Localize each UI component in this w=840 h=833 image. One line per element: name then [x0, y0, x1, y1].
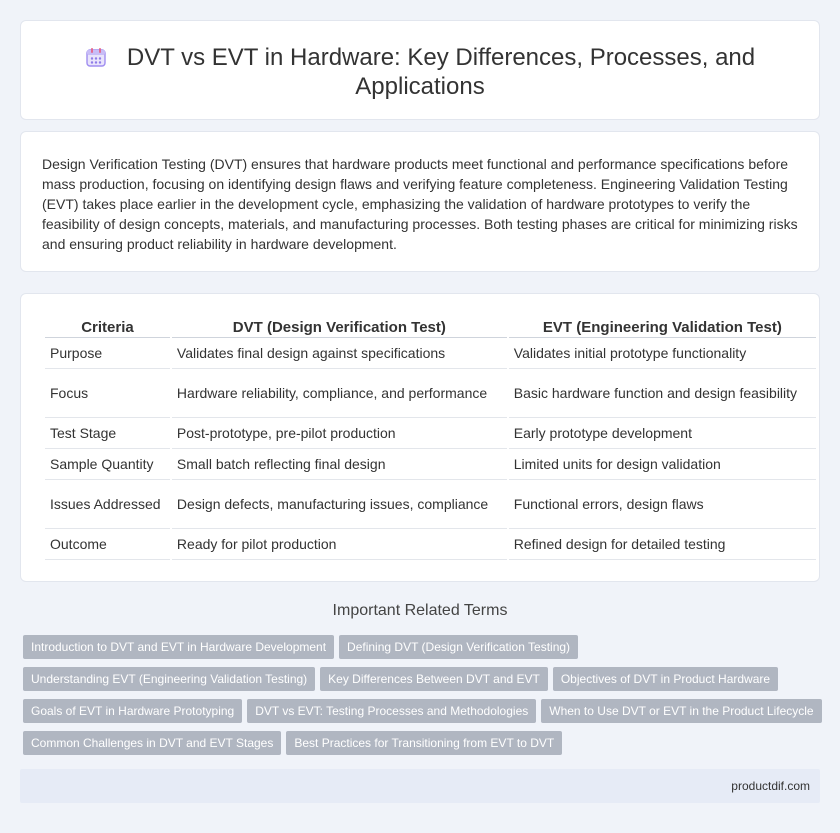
tag-row — [23, 731, 823, 763]
title-card — [20, 20, 820, 120]
cell-criteria: Test Stage — [45, 418, 170, 449]
cell-dvt: Small batch reflecting final design — [172, 449, 507, 480]
cell-evt: Basic hardware function and design feasibility — [509, 369, 816, 418]
related-term-tag[interactable]: Objectives of DVT in Product Hardware — [553, 667, 778, 691]
tag-row — [23, 667, 823, 699]
cell-dvt: Ready for pilot production — [172, 529, 507, 560]
cell-evt: Early prototype development — [509, 418, 816, 449]
cell-criteria: Purpose — [45, 338, 170, 369]
related-term-tag[interactable]: Key Differences Between DVT and EVT — [320, 667, 548, 691]
footer-site-link[interactable]: productdif.com — [731, 779, 810, 793]
related-term-tag[interactable]: Introduction to DVT and EVT in Hardware Development — [23, 635, 334, 659]
footer-bar — [20, 769, 820, 803]
tag-row — [23, 699, 823, 731]
related-term-tag[interactable]: DVT vs EVT: Testing Processes and Methodologies — [247, 699, 536, 723]
cell-evt: Validates initial prototype functionality — [509, 338, 816, 369]
table-row — [45, 418, 816, 449]
table-row — [45, 480, 816, 529]
tag-row — [23, 635, 823, 667]
page-title-wrap — [21, 43, 819, 101]
related-term-tag[interactable]: Best Practices for Transitioning from EVT to DVT — [286, 731, 562, 755]
cell-dvt: Validates final design against specifications — [172, 338, 507, 369]
table-row — [45, 338, 816, 369]
cell-criteria: Issues Addressed — [45, 480, 170, 529]
cell-criteria: Sample Quantity — [45, 449, 170, 480]
cell-evt: Limited units for design validation — [509, 449, 816, 480]
related-term-tag[interactable]: When to Use DVT or EVT in the Product Lifecycle — [541, 699, 821, 723]
cell-evt: Refined design for detailed testing — [509, 529, 816, 560]
table-row — [45, 529, 816, 560]
related-term-tag[interactable]: Understanding EVT (Engineering Validation Testing) — [23, 667, 315, 691]
related-term-tag[interactable]: Defining DVT (Design Verification Testing) — [339, 635, 578, 659]
calendar-icon — [85, 46, 107, 68]
comparison-table-card — [20, 293, 820, 582]
cell-criteria: Focus — [45, 369, 170, 418]
cell-criteria: Outcome — [45, 529, 170, 560]
cell-evt: Functional errors, design flaws — [509, 480, 816, 529]
related-term-tag[interactable]: Goals of EVT in Hardware Prototyping — [23, 699, 242, 723]
table-row — [45, 369, 816, 418]
table-row — [45, 449, 816, 480]
related-terms-tags — [23, 635, 823, 763]
cell-dvt: Hardware reliability, compliance, and performance — [172, 369, 507, 418]
cell-dvt: Post-prototype, pre-pilot production — [172, 418, 507, 449]
intro-paragraph: Design Verification Testing (DVT) ensures that hardware products meet functional and performance specifications before mass production, focusing on identifying design flaws and verifying feature completeness. Engineering Validation Testing (EVT) takes place earlier in the development cycle, emphasizing the validation of hardware prototypes to verify the feasibility of design concepts, materials, and manufacturing processes. Both testing phases are critical for minimizing risks and ensuring product reliability in hardware development. — [42, 156, 798, 252]
page-title: DVT vs EVT in Hardware: Key Differences, Processes, and Applications — [126, 44, 756, 100]
header-dvt: DVT (Design Verification Test) — [172, 316, 507, 338]
related-terms-title: Important Related Terms — [332, 602, 508, 619]
related-term-tag[interactable]: Common Challenges in DVT and EVT Stages — [23, 731, 281, 755]
intro-card — [20, 131, 820, 272]
table-header-row — [45, 316, 816, 338]
cell-dvt: Design defects, manufacturing issues, compliance — [172, 480, 507, 529]
header-criteria: Criteria — [45, 316, 170, 338]
comparison-table — [43, 316, 818, 560]
header-evt: EVT (Engineering Validation Test) — [509, 316, 816, 338]
